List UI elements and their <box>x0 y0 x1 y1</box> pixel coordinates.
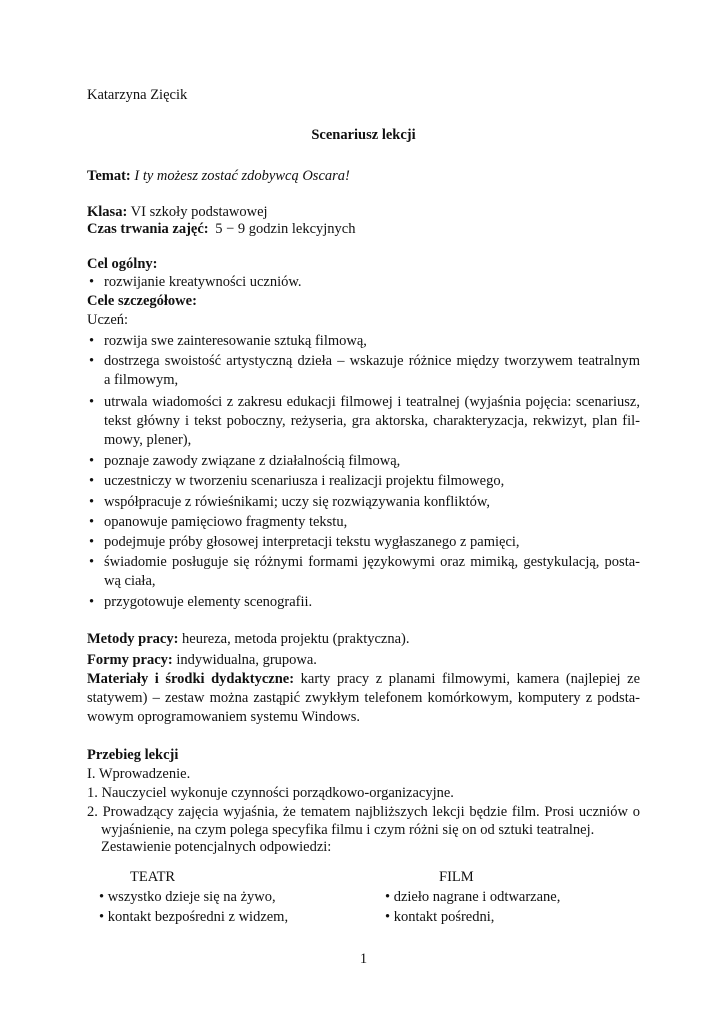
bullet-icon: • <box>89 394 95 410</box>
lesson-course-label: Przebieg lekcji <box>87 747 179 763</box>
topic-line <box>87 167 350 185</box>
bullet-icon: • <box>89 473 95 489</box>
bullet-icon: • <box>385 889 391 905</box>
topic-label: Temat: <box>87 168 131 184</box>
specific-goals-intro: Uczeń: <box>87 312 129 328</box>
page-number: 1 <box>359 951 368 967</box>
film-header: FILM <box>439 869 474 885</box>
bullet-icon: • <box>99 909 105 925</box>
section-intro: I. Wprowadzenie. <box>87 766 191 782</box>
bullet-icon: • <box>89 594 95 610</box>
goal-item-continuation: a filmowym, <box>104 372 179 388</box>
goal-item-continuation: mowy, plener), <box>104 432 192 448</box>
materials-value-1: karty pracy z planami filmowymi, kamera (najlepiej ze <box>300 671 640 687</box>
materials-value-3: wowym oprogramowaniem systemu Windows. <box>87 709 361 725</box>
film-item: • kontakt pośredni, <box>385 909 495 925</box>
theatre-item: • kontakt bezpośredni z widzem, <box>99 909 289 925</box>
step-2-line-1: 2. Prowadzący zajęcia wyjaśnia, że tematem najbliższych lekcji będzie film. Prosi uczniów o <box>87 804 640 820</box>
duration-line <box>87 220 355 238</box>
forms-label: Formy pracy: <box>87 652 173 668</box>
forms-line <box>87 651 317 669</box>
author: Katarzyna Zięcik <box>87 87 188 103</box>
materials-label: Materiały i środki dydaktyczne: <box>87 671 295 687</box>
duration-value: 5 − 9 godzin lekcyjnych <box>215 221 356 237</box>
specific-goals-label: Cele szczegółowe: <box>87 293 197 309</box>
bullet-icon: • <box>89 554 95 570</box>
bullet-icon: • <box>385 909 391 925</box>
bullet-icon: • <box>89 494 95 510</box>
theatre-header: TEATR <box>130 869 176 885</box>
goal-item-continuation: tekst główny i tekst poboczny, reżyseria, gra aktorska, charakteryzacja, rekwizyt, plan fil- <box>104 413 640 429</box>
step-2-line-3: Zestawienie potencjalnych odpowiedzi: <box>101 839 332 855</box>
goal-item-continuation: wą ciała, <box>104 573 156 589</box>
bullet-icon: • <box>89 453 95 469</box>
film-item: • dzieło nagrane i odtwarzane, <box>385 889 561 905</box>
general-goal-label: Cel ogólny: <box>87 256 158 272</box>
methods-value: heureza, metoda projektu (praktyczna). <box>182 631 410 647</box>
topic-value: I ty możesz zostać zdobywcą Oscara! <box>134 168 350 184</box>
forms-value: indywidualna, grupowa. <box>176 652 317 668</box>
doc-title: Scenariusz lekcji <box>311 127 416 143</box>
duration-label: Czas trwania zajęć: <box>87 221 209 237</box>
methods-label: Metody pracy: <box>87 631 179 647</box>
materials-value-2: statywem) – zestaw można zastąpić zwykłym telefonem komórkowym, komputery z podsta- <box>87 690 640 706</box>
theatre-item: • wszystko dzieje się na żywo, <box>99 889 276 905</box>
bullet-icon: • <box>89 274 95 290</box>
bullet-icon: • <box>99 889 105 905</box>
step-1: 1. Nauczyciel wykonuje czynności porządkowo-organizacyjne. <box>87 785 454 801</box>
bullet-icon: • <box>89 514 95 530</box>
bullet-icon: • <box>89 534 95 550</box>
bullet-icon: • <box>89 353 95 369</box>
materials-line <box>87 670 640 688</box>
class-line <box>87 203 268 221</box>
step-2-line-2: wyjaśnienie, na czym polega specyfika filmu i czym różni się on od sztuki teatralnej. <box>101 822 595 838</box>
class-label: Klasa: <box>87 204 128 220</box>
bullet-icon: • <box>89 333 95 349</box>
class-value: VI szkoły podstawowej <box>130 204 268 220</box>
methods-line <box>87 630 410 648</box>
